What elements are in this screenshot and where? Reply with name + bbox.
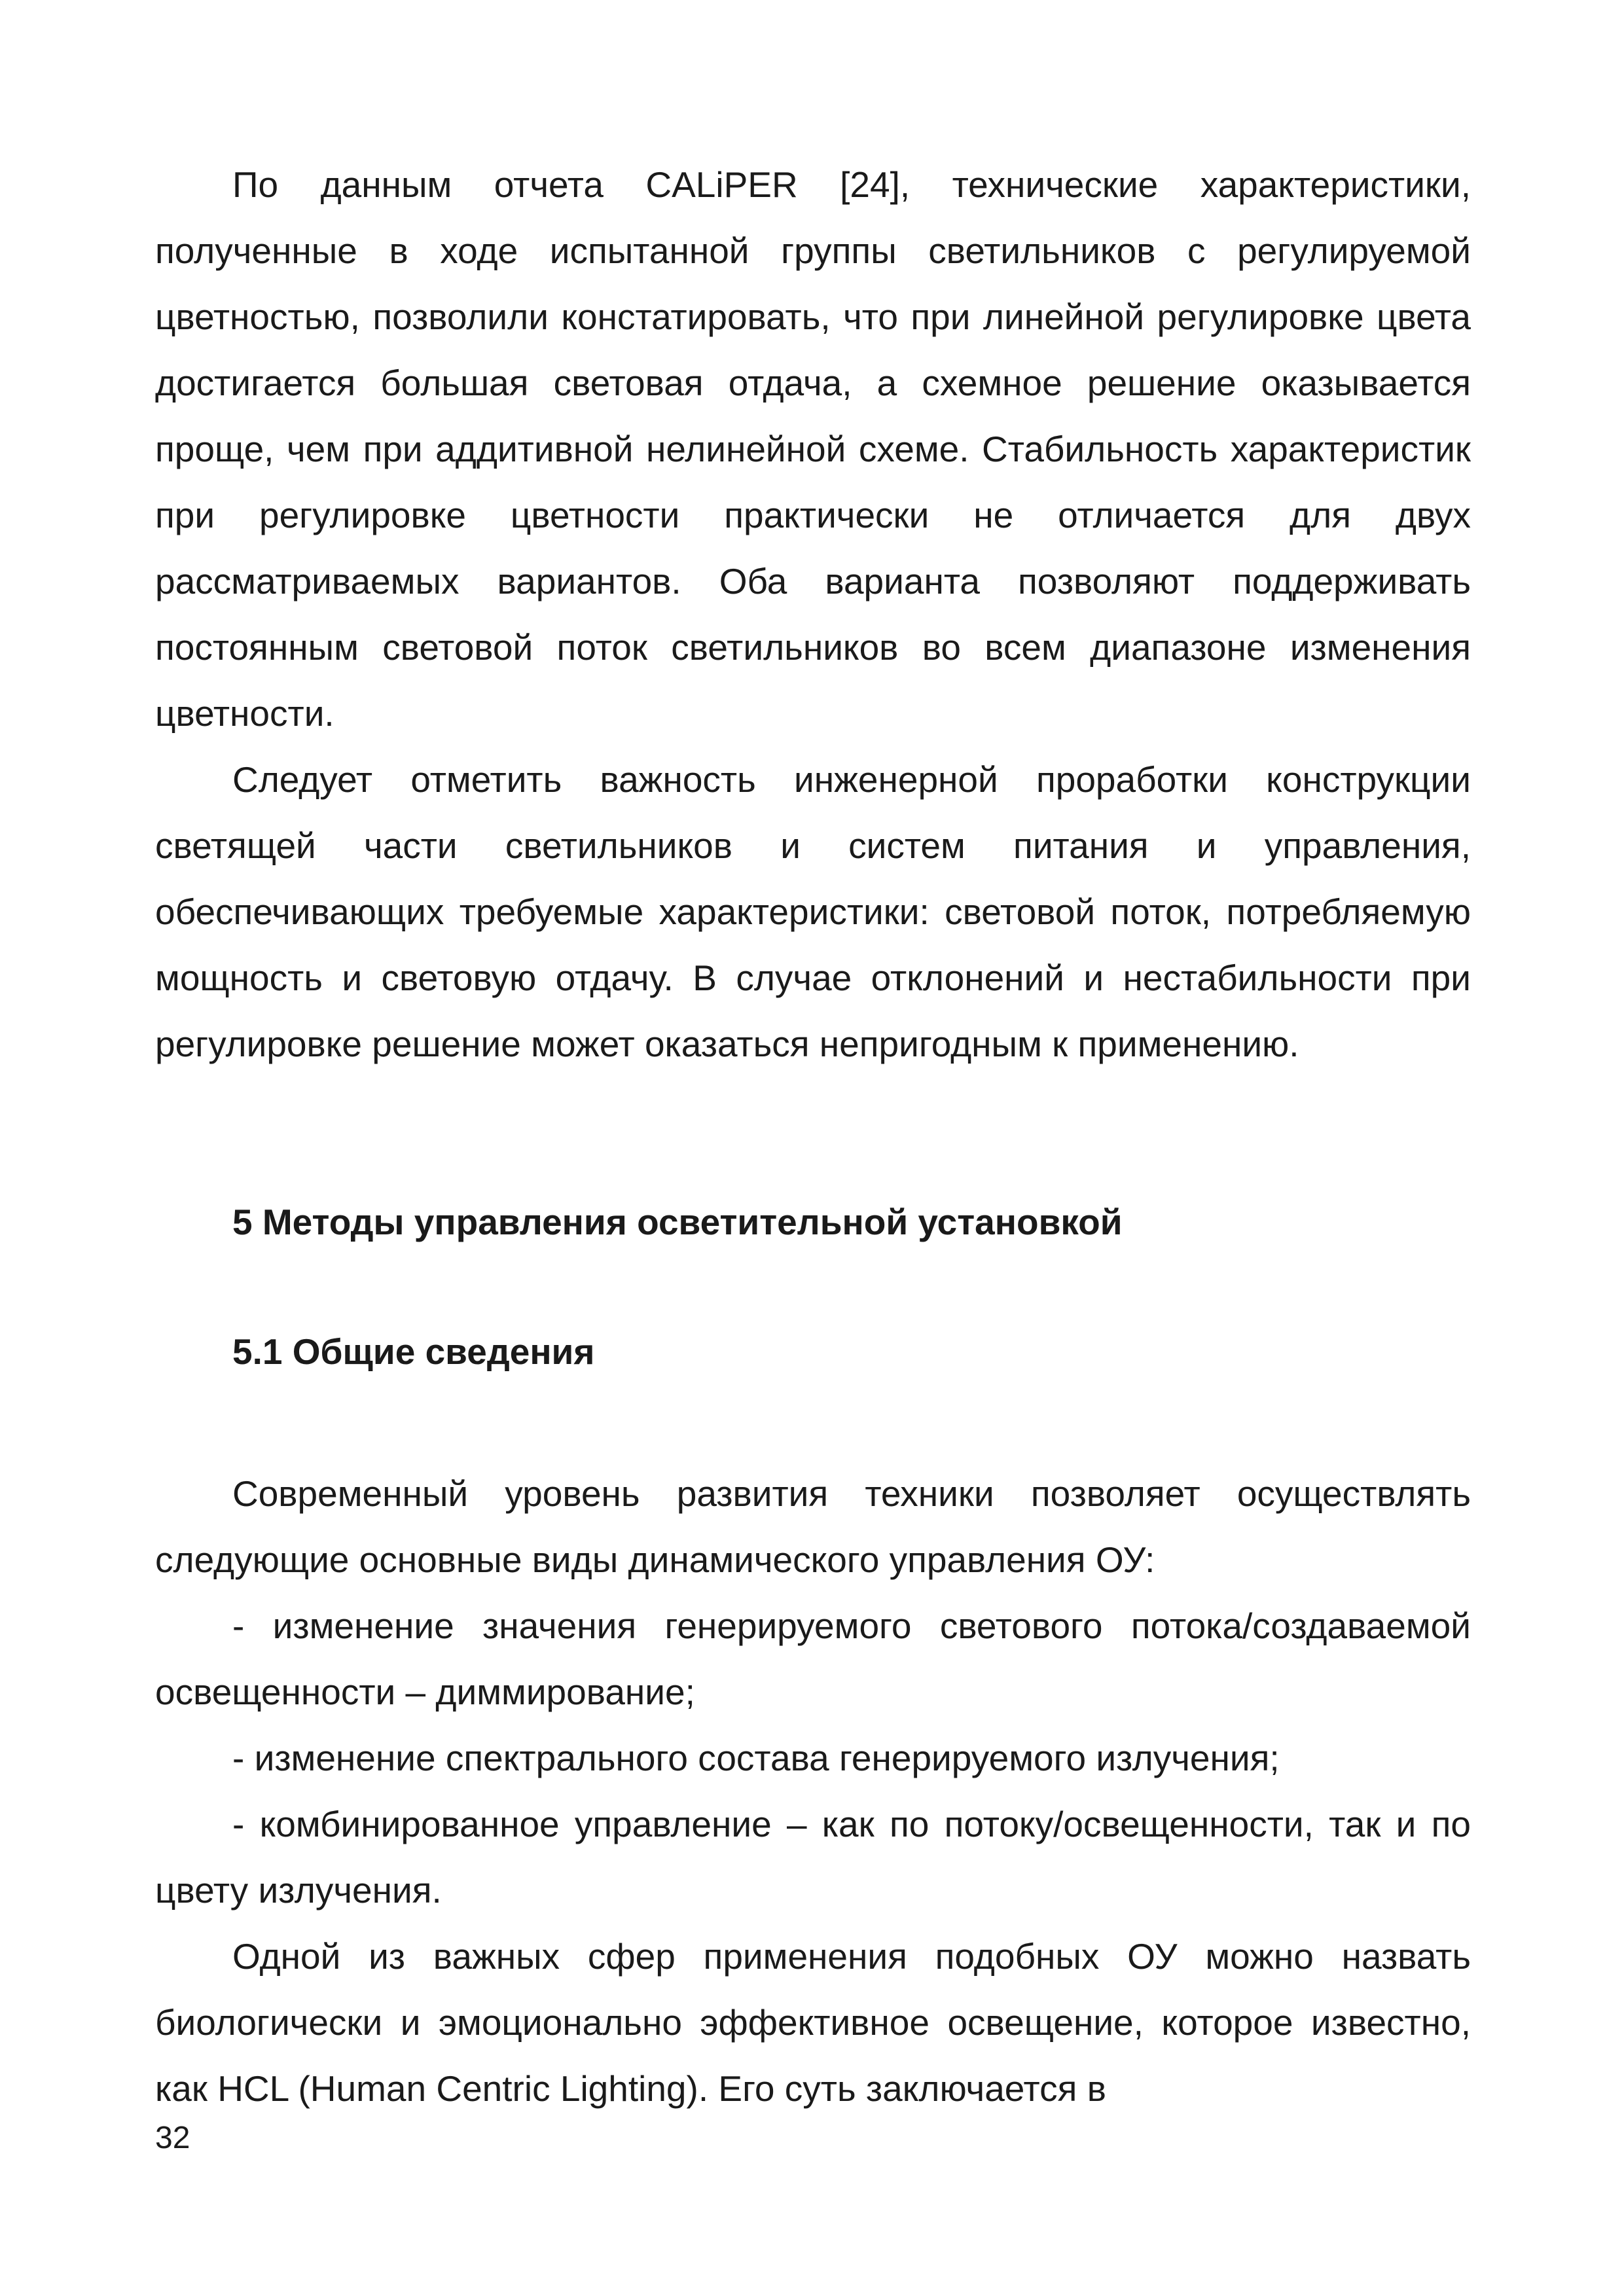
body-text-top [155,152,1471,1077]
list-item-spectral: - изменение спектрального состава генерируемого излучения; [232,1738,1280,1778]
paragraph-engineering-importance: Следует отметить важность инженерной проработки конструкции светящей части светильников и систем питания и управления, обеспечивающих требуемые характеристики: световой поток, потребляемую мощность и световую отдачу. В случае отклонений и нестабильности при регулировке решение может оказаться непригодным к применению. [155,759,1471,1064]
body-text-bottom [155,1461,1471,2122]
subsection-heading: 5.1 Общие сведения [232,1331,595,1372]
page-number: 32 [155,2121,190,2155]
paragraph-caliper-report: По данным отчета CALiPER [24], технические характеристики, полученные в ходе испытанной группы светильников с регулируемой цветностью, позволили констатировать, что при линейной регулировке цвета достигается большая световая отдача, а схемное решение оказывается проще, чем при аддитивной нелинейной схеме. Стабильность характеристик при регулировке цветности практически не отличается для двух рассматриваемых вариантов. Оба варианта позволяют поддерживать постоянным световой поток светильников во всем диапазоне изменения цветности. [155,164,1471,734]
section-heading: 5 Методы управления осветительной установкой [232,1202,1123,1242]
paragraph-control-types-intro: Современный уровень развития техники позволяет осуществлять следующие основные виды динамического управления ОУ: [155,1473,1471,1580]
list-item-dimming: - изменение значения генерируемого светового потока/создаваемой освещенности – диммирование; [155,1605,1471,1712]
list-item-combined: - комбинированное управление – как по потоку/освещенности, так и по цвету излучения. [155,1804,1471,1910]
paragraph-hcl: Одной из важных сфер применения подобных ОУ можно назвать биологически и эмоционально эффективное освещение, которое известно, как HCL (Human Centric Lighting). Его суть заключается в [155,1936,1471,2109]
